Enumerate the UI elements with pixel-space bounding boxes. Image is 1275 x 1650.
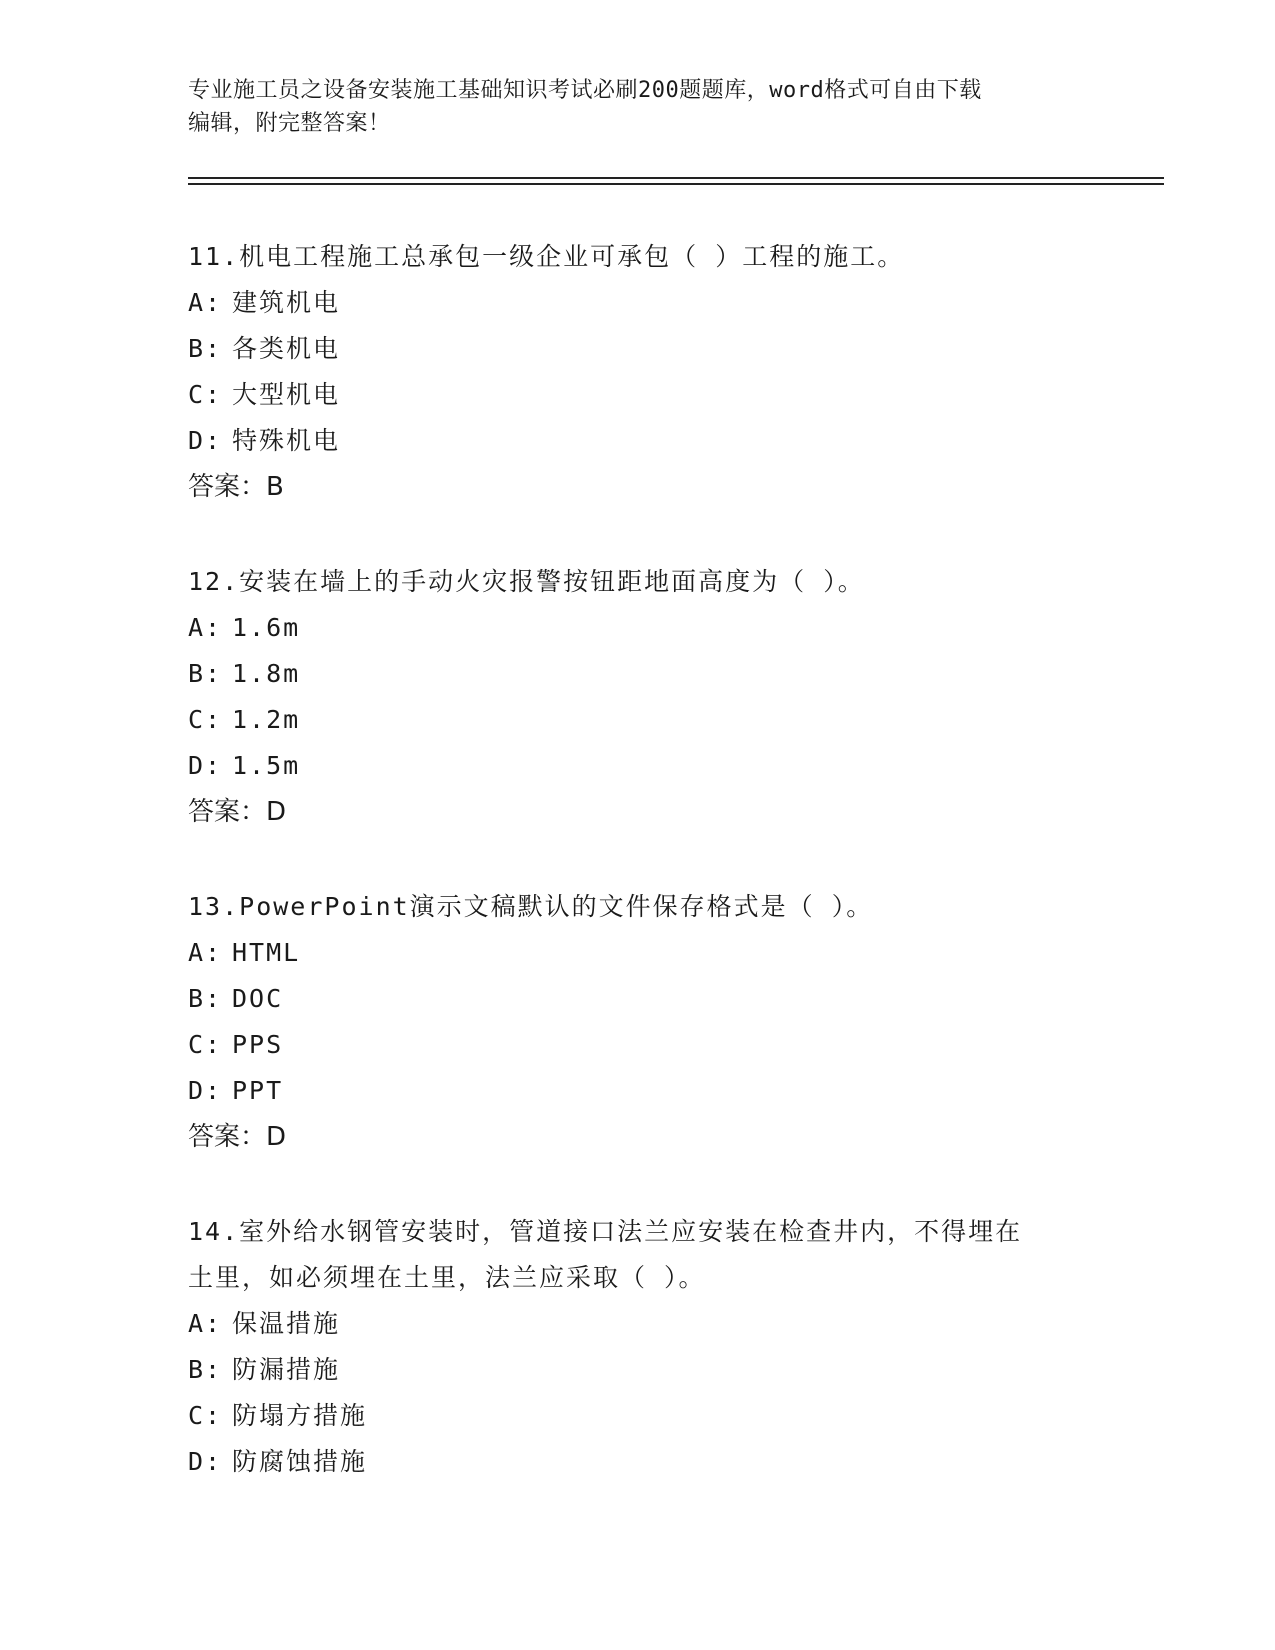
- option-letter: D:: [188, 1076, 223, 1105]
- option-letter: A:: [188, 288, 223, 317]
- option-d: [188, 418, 1088, 464]
- option-c: [188, 1393, 1088, 1439]
- option-text: 1.6m: [232, 613, 301, 642]
- option-letter: B:: [188, 984, 223, 1013]
- option-letter: B:: [188, 334, 223, 363]
- option-text: 防腐蚀措施: [232, 1447, 368, 1476]
- option-text: 防塌方措施: [232, 1401, 368, 1430]
- header-divider-bottom: [188, 183, 1164, 185]
- option-letter: A:: [188, 613, 223, 642]
- option-a: [188, 280, 1088, 326]
- answer-line: 答案：D: [188, 1122, 287, 1152]
- option-text: 保温措施: [232, 1309, 341, 1338]
- option-text: 各类机电: [232, 334, 341, 363]
- question-11: [188, 234, 1088, 510]
- option-text: 特殊机电: [232, 426, 341, 455]
- option-letter: D:: [188, 1447, 223, 1476]
- option-b: [188, 1347, 1088, 1393]
- question-stem: 11.机电工程施工总承包一级企业可承包（ ）工程的施工。: [188, 242, 905, 271]
- option-letter: A:: [188, 1309, 223, 1338]
- answer-line: 答案：D: [188, 797, 287, 827]
- option-text: HTML: [232, 938, 301, 967]
- option-b: [188, 976, 1088, 1022]
- option-letter: B:: [188, 659, 223, 688]
- question-12: [188, 559, 1088, 835]
- option-text: 1.5m: [232, 751, 301, 780]
- option-b: [188, 651, 1088, 697]
- option-text: 防漏措施: [232, 1355, 341, 1384]
- option-a: [188, 1301, 1088, 1347]
- header-line-2: 编辑，附完整答案！: [188, 111, 391, 136]
- question-stem-line-2: 土里，如必须埋在土里，法兰应采取（ ）。: [188, 1263, 706, 1292]
- option-letter: C:: [188, 1401, 223, 1430]
- option-c: [188, 697, 1088, 743]
- question-list: [188, 234, 1088, 1534]
- option-a: [188, 605, 1088, 651]
- option-letter: C:: [188, 380, 223, 409]
- option-text: 1.2m: [232, 705, 301, 734]
- option-letter: D:: [188, 426, 223, 455]
- option-b: [188, 326, 1088, 372]
- question-stem-line-1: 14.室外给水钢管安装时，管道接口法兰应安装在检查井内，不得埋在: [188, 1217, 1023, 1246]
- question-stem: 13.PowerPoint演示文稿默认的文件保存格式是（ ）。: [188, 892, 874, 921]
- answer-line: 答案：B: [188, 472, 284, 502]
- option-letter: C:: [188, 1030, 223, 1059]
- option-text: 建筑机电: [232, 288, 341, 317]
- question-14: [188, 1209, 1088, 1485]
- option-letter: D:: [188, 751, 223, 780]
- option-letter: A:: [188, 938, 223, 967]
- question-13: [188, 884, 1088, 1160]
- option-d: [188, 1068, 1088, 1114]
- option-text: PPS: [232, 1030, 284, 1059]
- option-a: [188, 930, 1088, 976]
- question-stem: 12.安装在墙上的手动火灾报警按钮距地面高度为（ ）。: [188, 567, 865, 596]
- option-text: PPT: [232, 1076, 284, 1105]
- option-letter: C:: [188, 705, 223, 734]
- option-c: [188, 1022, 1088, 1068]
- option-c: [188, 372, 1088, 418]
- header-line-1: 专业施工员之设备安装施工基础知识考试必刷200题题库，word格式可自由下载: [188, 78, 982, 103]
- option-d: [188, 743, 1088, 789]
- option-text: 1.8m: [232, 659, 301, 688]
- option-letter: B:: [188, 1355, 223, 1384]
- option-d: [188, 1439, 1088, 1485]
- option-text: DOC: [232, 984, 284, 1013]
- document-header: [188, 74, 1088, 140]
- option-text: 大型机电: [232, 380, 341, 409]
- header-divider-top: [188, 177, 1164, 179]
